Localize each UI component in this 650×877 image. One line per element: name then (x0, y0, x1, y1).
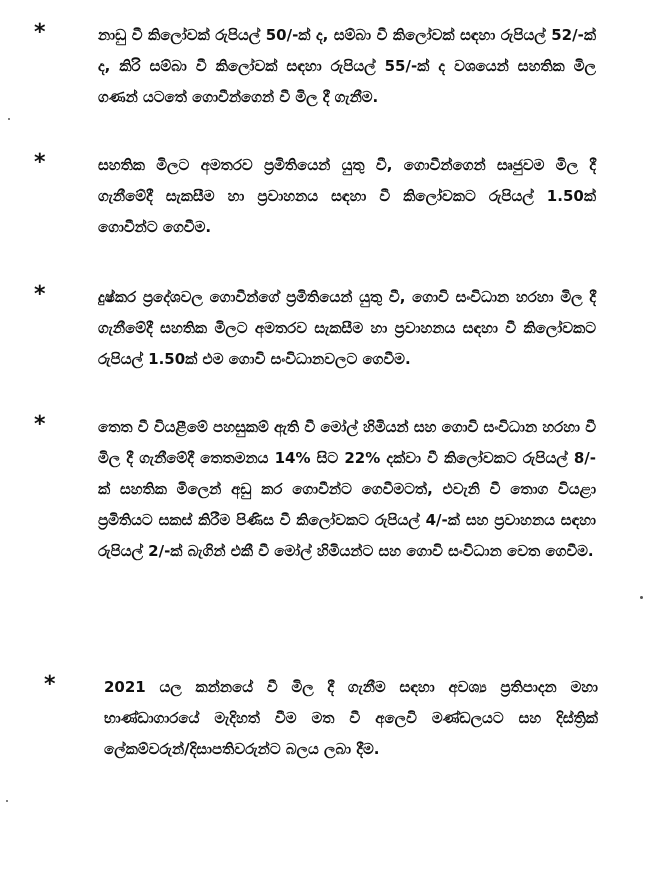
bullet-text: නාඩු වී කිලෝවක් රුපියල් 50/-ක් ද, සම්බා වී කිලෝවක් සඳහා රුපියල් 52/-ක් ද, කිරි සම්බා වී කිලෝවක් සඳහා රුපියල් 55/-ක් ද වශයෙන් සහතික මිල ගණන් යටතේ ගොවීන්ගෙන් වී මිල දී ගැනීම. (98, 26, 596, 106)
bullet-marker: * (34, 412, 46, 437)
bullet-text: 2021 යල කන්නයේ වී මිල දී ගැනීම සඳහා අවශ්‍ය ප්‍රතිපාදන මහා භාණ්ඩාගාරයේ මැදිහත් වීම මත වී අලෙවි මණ්ඩලයට සහ දිස්ත්‍රික් ලේකම්වරුන්/දිසාපතිවරුන්ට බලය ලබා දීම. (104, 678, 598, 758)
bullet-text: සහතික මිලට අමතරව ප්‍රමිතියෙන් යුතු වී, ගොවීන්ගෙන් සෘජුවම මිල දී ගැනීමේදී සැකසීම හා ප්‍රවාහනය සඳහා වී කිලෝවකට රුපියල් 1.50ක් ගොවීන්ට ගෙවීම. (98, 156, 596, 236)
bullet-marker: * (44, 672, 56, 697)
bullet-marker: * (34, 150, 46, 175)
bullet-text: දුෂ්කර ප්‍රදේශවල ගොවීන්ගේ ප්‍රමිතියෙන් යුතු වී, ගොවි සංවිධාන හරහා මිල දී ගැනීමේදී සහතික මිලට අමතරව සැකසීම හා ප්‍රවාහනය සඳහා වී කිලෝවකට රුපියල් 1.50ක් එම ගොවි සංවිධානවලට ගෙවීම. (98, 288, 596, 368)
bullet-marker: * (34, 20, 46, 45)
scan-speck (640, 596, 643, 599)
scan-speck (6, 800, 8, 802)
scan-speck (8, 118, 10, 120)
bullet-marker: * (34, 282, 46, 307)
bullet-text: තෙත වී වියළීමේ පහසුකම් ඇති වී මෝල් හිමියන් සහ ගොවි සංවිධාන හරහා වී මිල දී ගැනීමේදී තෙතමනය 14% සිට 22% දක්වා වී කිලෝවකට රුපියල් 8/-ක් සහතික මිලෙන් අඩු කර ගොවීන්ට ගෙවීමටත්, එවැනි වී තොග වියළා ප්‍රමිතියට සකස් කිරීම පිණිස වී කිලෝවකට රුපියල් 4/-ක් සහ ප්‍රවාහනය සඳහා රුපියල් 2/-ක් බැගින් එකී වී මෝල් හිමියන්ට සහ ගොවි සංවිධාන වෙත ගෙවීම. (98, 418, 596, 560)
